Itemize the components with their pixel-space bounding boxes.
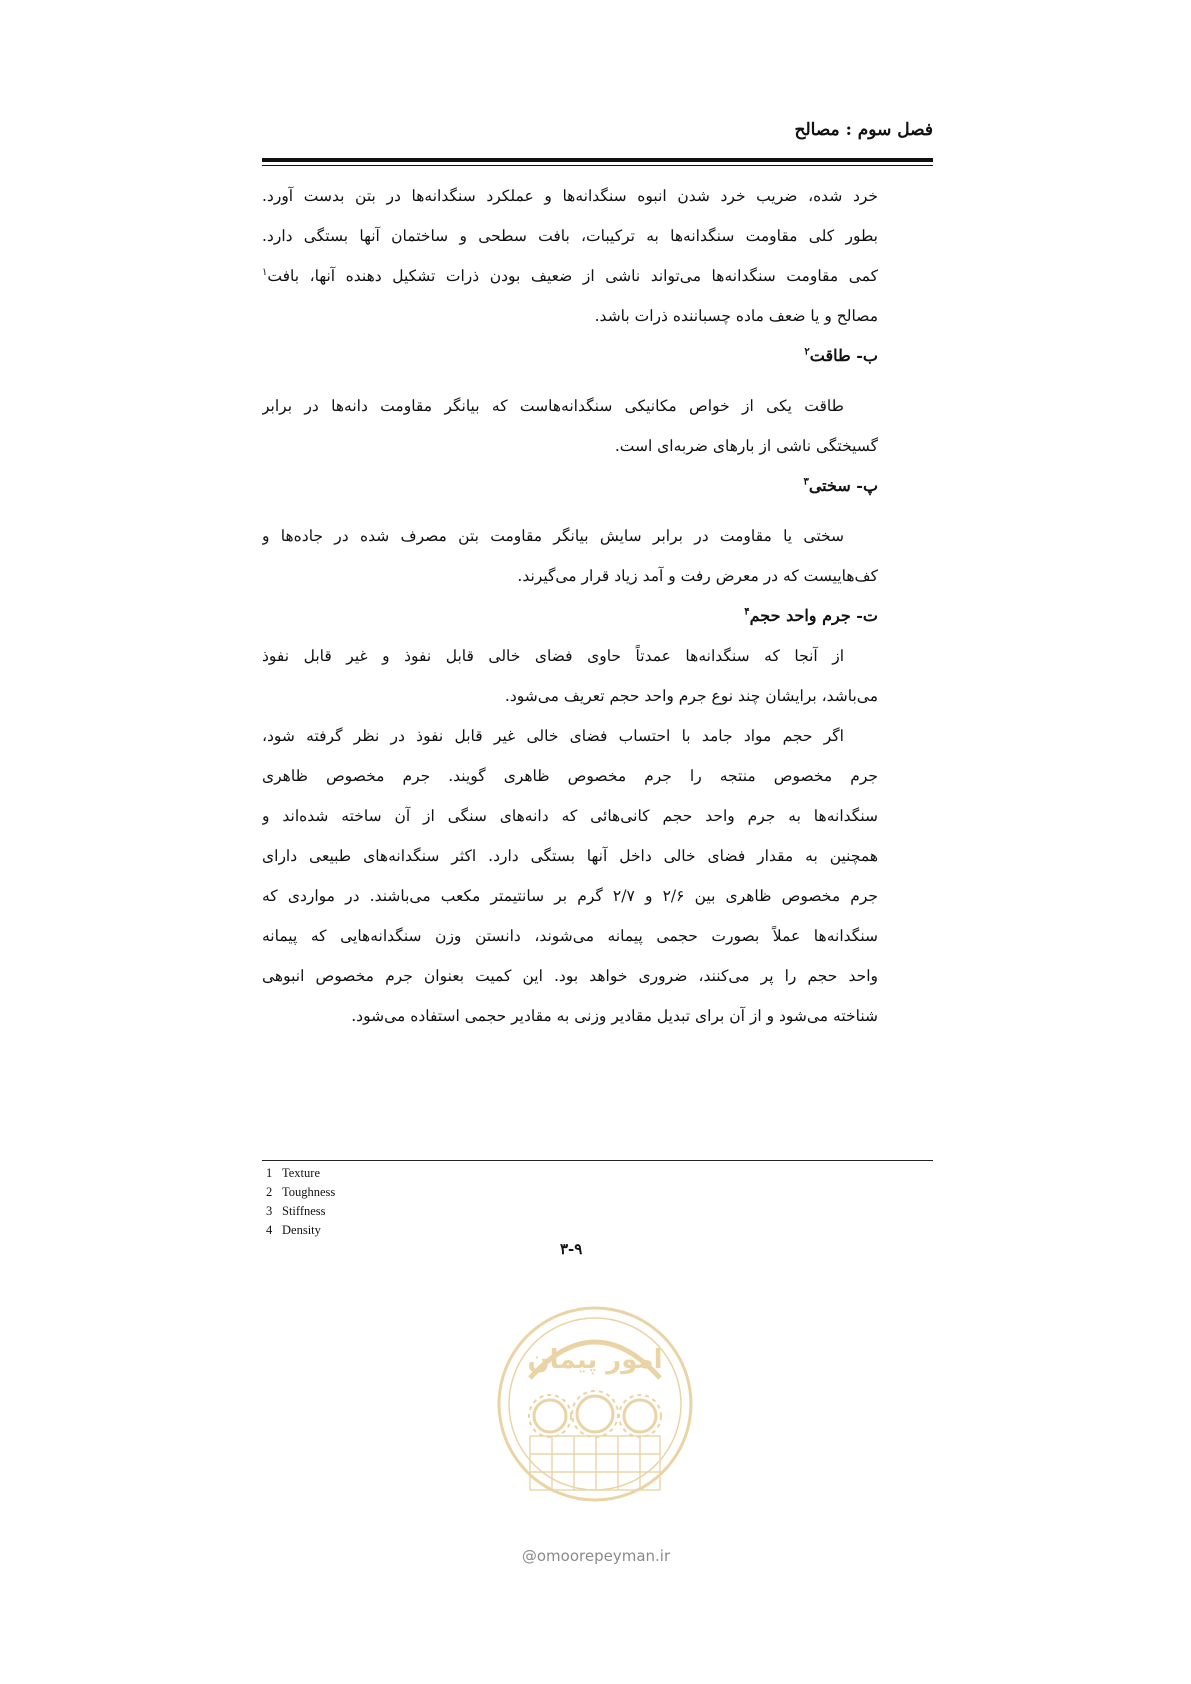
footnote-item: 1 Texture	[266, 1166, 320, 1180]
paragraph-line: سنگدانه‌ها عملاً بصورت حجمی پیمانه می‌شوند، دانستن وزن سنگدانه‌هایی که پیمانه	[262, 927, 878, 945]
footnote-item: 2 Toughness	[266, 1185, 336, 1199]
section-heading-toughness: ب- طاقت$^۲$	[804, 346, 878, 365]
watermark-logo	[490, 1286, 700, 1526]
section-heading-stiffness: پ- سختی$^۳$	[803, 476, 878, 495]
paragraph-line: خرد شده، ضریب خرد شدن انبوه سنگدانه‌ها و عملکرد سنگدانه‌ها در بتن بدست آورد.	[262, 187, 878, 205]
page-number: ۳-۹	[560, 1240, 583, 1258]
chapter-title: فصل سوم : مصالح	[794, 120, 933, 140]
paragraph-line: اگر حجم مواد جامد با احتساب فضای خالی غیر قابل نفوذ در نظر گرفته شود،	[262, 727, 844, 745]
paragraph-line: کمی مقاومت سنگدانه‌ها می‌تواند ناشی از ضعیف بودن ذرات تشکیل دهنده آنها، بافت$^۱$	[262, 266, 878, 285]
paragraph-line: سختی یا مقاومت در برابر سایش بیانگر مقاومت بتن مصرف شده در جاده‌ها و	[262, 527, 844, 545]
paragraph-line: جرم مخصوص ظاهری بین ۲/۶ و ۲/۷ گرم بر سانتیمتر مکعب می‌باشند. در مواردی که	[262, 887, 878, 905]
paragraph-line: از آنجا که سنگدانه‌ها عمدتاً حاوی فضای خالی قابل نفوذ و غیر قابل نفوذ	[262, 647, 844, 665]
body-text	[262, 176, 878, 1036]
paragraph-line: می‌باشد، برایشان چند نوع جرم واحد حجم تعریف می‌شود.	[504, 687, 878, 705]
paragraph-line: سنگدانه‌ها به جرم واحد حجم کانی‌هائی که دانه‌های سنگی از آن ساخته شده‌اند و	[262, 807, 878, 825]
watermark-url: @omoorepeyman.ir	[521, 1547, 671, 1565]
footnote-ref: ۳	[803, 476, 809, 488]
paragraph-line: جرم مخصوص منتجه را جرم مخصوص ظاهری گویند. جرم مخصوص ظاهری	[262, 767, 878, 785]
section-heading-density: ت- جرم واحد حجم$^۴$	[744, 606, 878, 625]
paragraph-line: کف‌هاییست که در معرض رفت و آمد زیاد قرار می‌گیرند.	[517, 567, 878, 585]
footnote-rule	[262, 1160, 933, 1161]
paragraph-line: همچنین به مقدار فضای خالی داخل آنها بستگی دارد. اکثر سنگدانه‌های طبیعی دارای	[262, 847, 878, 865]
footnotes	[266, 1164, 335, 1240]
paragraph-line: واحد حجم را پر می‌کنند، ضروری خواهد بود. این کمیت بعنوان جرم مخصوص انبوهی	[262, 967, 878, 985]
watermark-logo-text: امور پیمان	[527, 1345, 663, 1375]
paragraph-line: طاقت یکی از خواص مکانیکی سنگدانه‌هاست که بیانگر مقاومت دانه‌ها در برابر	[262, 397, 844, 415]
paragraph-line: بطور کلی مقاومت سنگدانه‌ها به ترکیبات، بافت سطحی و ساختمان آنها بستگی دارد.	[262, 227, 878, 245]
footnote-ref: ۱	[262, 266, 268, 278]
paragraph-line: شناخته می‌شود و از آن برای تبدیل مقادیر وزنی به مقادیر حجمی استفاده می‌شود.	[351, 1007, 878, 1025]
paragraph-line: مصالح و یا ضعف ماده چسباننده ذرات باشد.	[594, 307, 878, 325]
paragraph-line: گسیختگی ناشی از بارهای ضربه‌ای است.	[614, 437, 878, 455]
footnote-ref: ۲	[804, 346, 810, 358]
footnote-item: 4 Density	[266, 1223, 321, 1237]
footnote-ref: ۴	[744, 606, 750, 618]
footnote-item: 3 Stiffness	[266, 1204, 326, 1218]
header-rule-thick	[262, 158, 933, 162]
header-rule-thin	[262, 165, 933, 166]
